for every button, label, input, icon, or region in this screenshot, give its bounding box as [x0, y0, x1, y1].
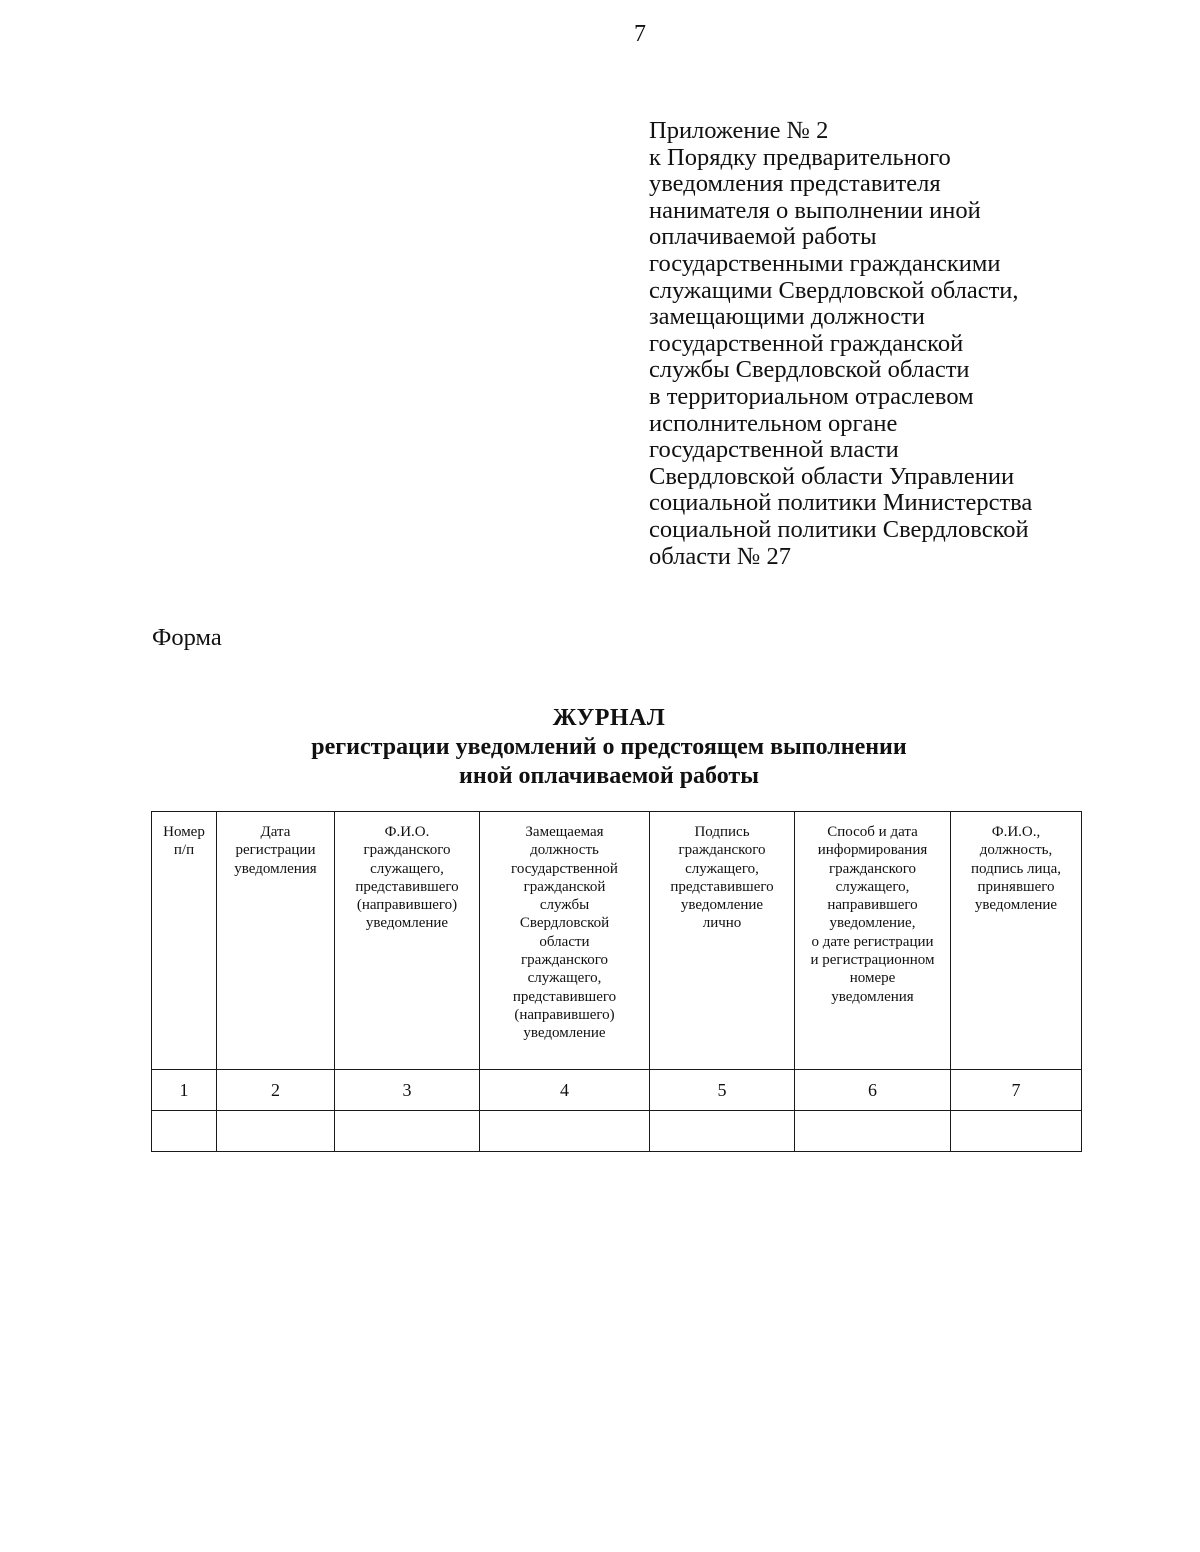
empty-cell: [217, 1111, 335, 1152]
column-number: 2: [217, 1070, 335, 1111]
table-header-row: [152, 812, 1082, 1070]
column-number: 7: [951, 1070, 1082, 1111]
appendix-line: службы Свердловской области: [649, 356, 970, 384]
appendix-line: области № 27: [649, 542, 792, 570]
appendix-line: государственными гражданскими: [649, 249, 1001, 277]
appendix-line: оплачиваемой работы: [649, 223, 877, 251]
appendix-line: Приложение № 2: [649, 117, 829, 144]
form-label: Форма: [152, 624, 222, 651]
empty-cell: [650, 1111, 795, 1152]
appendix-line: к Порядку предварительного: [649, 143, 951, 171]
header-position: Замещаемая должность государственной гражданской службы Свердловской области гражданского служащего, представившего (направившего) уведомление: [480, 812, 650, 1070]
appendix-line: уведомления представителя: [649, 170, 941, 198]
column-number: 5: [650, 1070, 795, 1111]
column-number: 6: [795, 1070, 951, 1111]
column-number: 4: [480, 1070, 650, 1111]
appendix-line: социальной политики Министерства: [649, 489, 1033, 517]
empty-cell: [795, 1111, 951, 1152]
empty-cell: [480, 1111, 650, 1152]
appendix-line: исполнительном органе: [649, 409, 898, 437]
journal-subtitle-line-1: регистрации уведомлений о предстоящем выполнении: [311, 734, 907, 760]
header-row-number: Номер п/п: [152, 812, 217, 1070]
appendix-line: социальной политики Свердловской: [649, 515, 1029, 543]
header-registration-date: Дата регистрации уведомления: [217, 812, 335, 1070]
appendix-line: государственной власти: [649, 436, 899, 464]
empty-table-row: [152, 1111, 1082, 1152]
column-number: 3: [335, 1070, 480, 1111]
appendix-line: в территориальном отраслевом: [649, 382, 974, 410]
appendix-line: замещающими должности: [649, 303, 925, 331]
appendix-reference: [649, 118, 1169, 570]
header-notification-method: Способ и дата информирования гражданского служащего, направившего уведомление, о дате регистрации и регистрационном номере уведомления: [795, 812, 951, 1070]
page-number: 7: [634, 21, 646, 47]
journal-table: [151, 811, 1082, 1152]
header-employee-name: Ф.И.О. гражданского служащего, представившего (направившего) уведомление: [335, 812, 480, 1070]
empty-cell: [335, 1111, 480, 1152]
appendix-line: нанимателя о выполнении иной: [649, 196, 981, 224]
journal-subtitle-line-2: иной оплачиваемой работы: [459, 763, 759, 789]
header-receiver: Ф.И.О., должность, подпись лица, принявшего уведомление: [951, 812, 1082, 1070]
appendix-line: Свердловской области Управлении: [649, 462, 1015, 490]
empty-cell: [152, 1111, 217, 1152]
empty-cell: [951, 1111, 1082, 1152]
column-number: 1: [152, 1070, 217, 1111]
journal-heading: [0, 704, 1200, 791]
appendix-line: служащими Свердловской области,: [649, 276, 1019, 304]
journal-title: ЖУРНАЛ: [552, 705, 666, 731]
appendix-line: государственной гражданской: [649, 329, 964, 357]
header-employee-signature: Подпись гражданского служащего, представившего уведомление лично: [650, 812, 795, 1070]
column-number-row: [152, 1070, 1082, 1111]
